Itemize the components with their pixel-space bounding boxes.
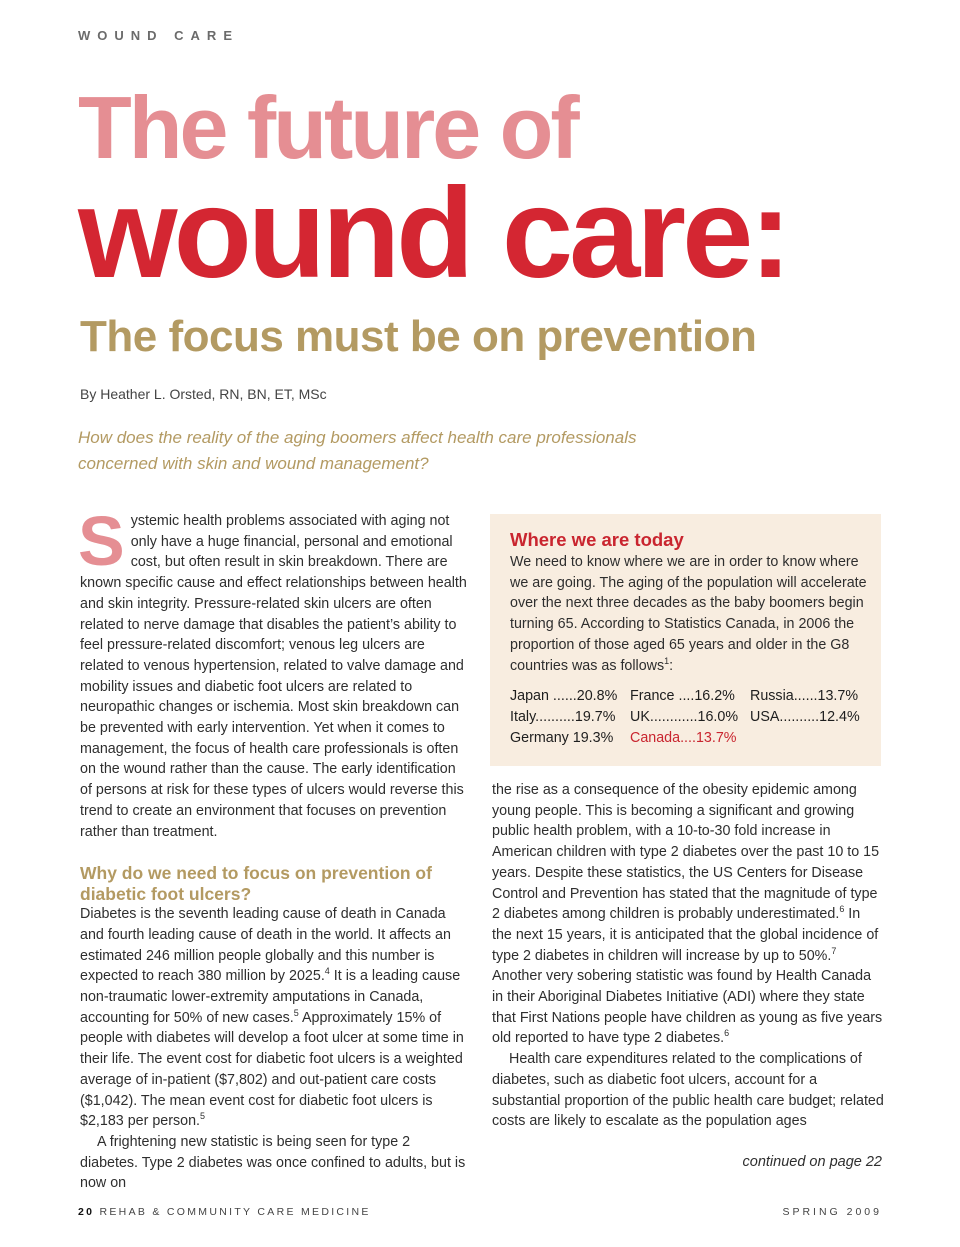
diabetes-text-a: Diabetes is the seventh leading cause of death in Canada and fourth leading cause of death in the world. It affects an estimated 246 million people globally and this number is expected to reach 380 million by 2025. xyxy=(80,906,451,985)
sidebar-body: We need to know where we are in order to know where we are going. The aging of the population will accelerate over the next three decades as the baby boomers begin turning 65. According to Statistics Canada, in 2006 the proportion of those aged 65 years and older in the G8 countries was as follows xyxy=(510,554,867,674)
ref-5a: 5 xyxy=(293,1008,299,1018)
obesity-paragraph xyxy=(492,780,884,1049)
ref-4: 4 xyxy=(324,966,330,977)
type2-paragraph: A frightening new statistic is being seen for type 2 diabetes. Type 2 diabetes was once confined to adults, but is now on xyxy=(80,1133,466,1192)
footer-publication xyxy=(78,1206,371,1218)
diabetes-text-b: It is a leading cause non-traumatic lower-extremity amputations in Canada, accounting for 50% of new cases. xyxy=(80,968,461,1026)
diabetes-text-c: Approximately 15% of people with diabetes will develop a foot ulcer at some time in their life. The event cost for diabetic foot ulcers is a weighted average of in-patient ($7,802) and out-patient care costs ($1,042). The mean event cost for diabetic foot ulcers is $2,183 per person. xyxy=(80,1009,464,1130)
stat-france: France ....16.2% xyxy=(630,688,735,704)
drop-cap: S xyxy=(78,502,125,580)
ref-5b: 5 xyxy=(200,1111,206,1122)
obesity-text-c: Another very sobering statistic was found by Health Canada in their Aboriginal Diabetes Initiative (ADI) where they state that First Nations people have children as young as five years old reported to have type 2 diabetes. xyxy=(492,968,883,1047)
ref-7: 7 xyxy=(831,945,837,956)
sidebar-text xyxy=(510,552,870,676)
diabetes-paragraph xyxy=(80,904,468,1132)
section-label: WOUND CARE xyxy=(78,28,239,43)
sidebar-colon: : xyxy=(669,657,674,674)
intro-paragraph xyxy=(78,502,468,842)
ref-6b: 6 xyxy=(724,1028,730,1039)
article-column-left xyxy=(78,502,468,1194)
publication-name: REHAB & COMMUNITY CARE MEDICINE xyxy=(99,1206,371,1218)
stat-canada: Canada....13.7% xyxy=(630,730,737,746)
continued-link[interactable]: continued on page 22 xyxy=(742,1154,882,1170)
expenditures-paragraph: Health care expenditures related to the complications of diabetes, such as diabetic foot ulcers, account for a substantial proportion of the public health care budget; related costs are likely to escalate as the population ages xyxy=(492,1051,884,1130)
obesity-text-a: the rise as a consequence of the obesity epidemic among young people. This is becoming a significant and growing public health problem, with a 10-to-30 fold increase in American children with type 2 diabetes over the past 10 to 15 years. Despite these statistics, the US Centers for Disease Control and Prevention has stated that the magnitude of type 2 diabetes among children is probably underestimated. xyxy=(492,782,880,923)
page-number: 20 xyxy=(78,1206,95,1218)
sidebar-content xyxy=(510,528,870,676)
sidebar-box xyxy=(490,514,881,766)
deck-line-2: concerned with skin and wound management? xyxy=(78,454,429,473)
stat-japan: Japan ......20.8% xyxy=(510,688,618,704)
sidebar-title: Where we are today xyxy=(510,529,684,550)
stat-germany: Germany 19.3% xyxy=(510,730,614,746)
article-column-right xyxy=(492,780,884,1132)
obesity-text-b: In the next 15 years, it is anticipated that the global incidence of type 2 diabetes in children will increase by up to 50%. xyxy=(492,906,879,964)
footer-issue: SPRING 2009 xyxy=(782,1206,882,1218)
ref-6a: 6 xyxy=(839,904,845,915)
subtitle: The focus must be on prevention xyxy=(80,312,757,361)
stat-uk: UK............16.0% xyxy=(630,709,739,725)
stat-russia: Russia......13.7% xyxy=(750,688,859,704)
byline: By Heather L. Orsted, RN, BN, ET, MSc xyxy=(80,386,327,402)
stat-italy: Italy..........19.7% xyxy=(510,709,616,725)
title-line-2: wound care: xyxy=(78,162,788,305)
stat-usa: USA..........12.4% xyxy=(750,709,860,725)
intro-text: ystemic health problems associated with aging not only have a huge financial, personal and emotional cost, but often result in skin breakdown. There are known specific cause and effect relationships between health and skin integrity. Pressure-related skin ulcers are often related to nerve damage that disables the patient’s ability to feel pressure-related discomfort; venous leg ulcers are related to venous hypertension, related to valve damage and mobility issues and diabetic foot ulcers are related to neuropathic changes or ischemia. Most skin breakdown can be prevented with early intervention. Yet when it comes to management, the focus of health care professionals is often on the wound rather than the cause. The early identification of persons at risk for these types of ulcers would reverse this trend to create an environment that focuses on prevention rather than treatment. xyxy=(80,513,467,840)
title-line-1: The future of xyxy=(78,78,577,177)
section-heading: Why do we need to focus on prevention of diabetic foot ulcers? xyxy=(80,863,432,904)
deck-line-1: How does the reality of the aging boomers affect health care professionals xyxy=(78,428,637,447)
ref-1: 1 xyxy=(664,655,670,666)
deck xyxy=(78,425,718,477)
